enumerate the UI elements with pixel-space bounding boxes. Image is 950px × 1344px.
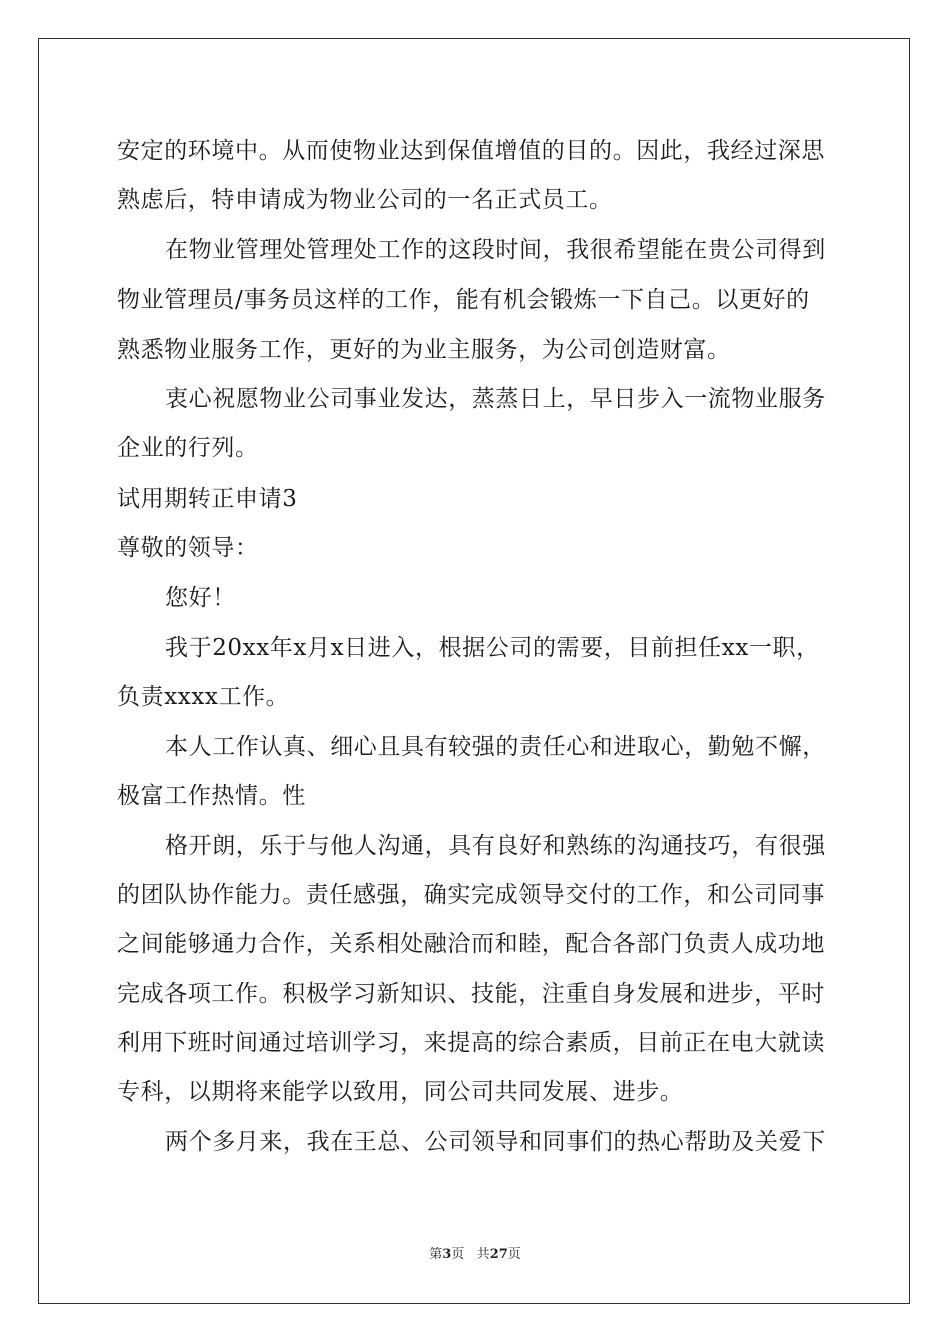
body-line: 物业管理员/事务员这样的工作，能有机会锻炼一下自己。以更好的 [117,287,810,313]
page-number: 3 [442,1247,452,1262]
body-line: 完成各项工作。积极学习新知识、技能，注重自身发展和进步，平时 [117,981,825,1007]
body-line: 利用下班时间通过培训学习，来提高的综合素质，目前正在电大就读 [117,1030,825,1056]
section-heading: 试用期转正申请3 [117,486,298,512]
body-line: 企业的行列。 [117,435,259,461]
body-line: 的团队协作能力。责任感强，确实完成领导交付的工作，和公司同事 [117,882,825,908]
total-pages: 27 [489,1247,508,1262]
greeting: 您好！ [165,585,236,611]
body-line: 极富工作热情。性 [117,783,306,809]
page-suffix: 页 [451,1247,465,1262]
body-line: 安定的环境中。从而使物业达到保值增值的目的。因此，我经过深思 [117,138,825,164]
body-line: 负责xxxx工作。 [117,684,290,710]
body-line: 格开朗，乐于与他人沟通，具有良好和熟练的沟通技巧，有很强 [165,833,826,859]
salutation: 尊敬的领导： [117,535,259,561]
page-border [38,38,910,1304]
page-footer [0,1247,950,1263]
total-suffix: 页 [507,1247,521,1262]
total-prefix: 共 [476,1247,490,1262]
body-line: 在物业管理处管理处工作的这段时间，我很希望能在贵公司得到 [165,237,826,263]
body-line: 之间能够通力合作，关系相处融洽而和睦，配合各部门负责人成功地 [117,931,825,957]
body-line: 本人工作认真、细心且具有较强的责任心和进取心，勤勉不懈， [165,734,826,760]
body-line: 熟虑后，特申请成为物业公司的一名正式员工。 [117,187,613,213]
body-line: 我于20xx年x月x日进入，根据公司的需要，目前担任xx一职， [165,635,820,661]
body-line: 衷心祝愿物业公司事业发达，蒸蒸日上，早日步入一流物业服务 [165,386,826,412]
page-prefix: 第 [429,1247,443,1262]
body-line: 熟悉物业服务工作，更好的为业主服务，为公司创造财富。 [117,337,731,363]
body-line: 专科，以期将来能学以致用，同公司共同发展、进步。 [117,1079,684,1105]
body-line: 两个多月来，我在王总、公司领导和同事们的热心帮助及关爱下 [165,1129,826,1155]
